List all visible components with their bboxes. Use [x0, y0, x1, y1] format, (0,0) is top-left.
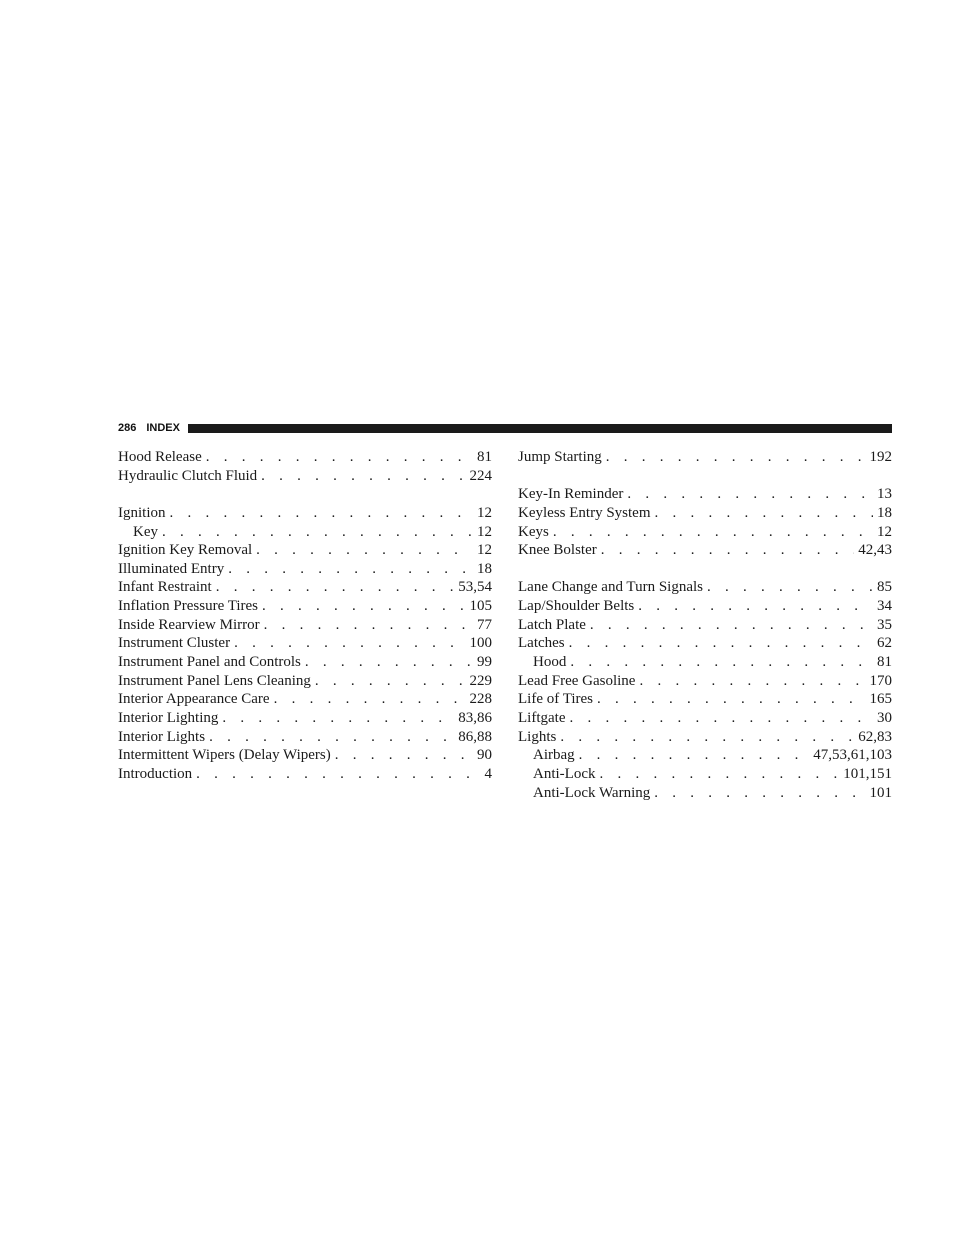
index-entry [518, 485, 892, 504]
dot-leader [597, 690, 866, 709]
index-entry [118, 709, 492, 728]
entry-page-ref: 62,83 [858, 728, 892, 745]
index-entry [118, 672, 492, 691]
entry-page-ref: 77 [477, 616, 492, 633]
index-entry [118, 504, 492, 523]
entry-label: Keys [518, 523, 549, 540]
dot-leader [569, 709, 873, 728]
dot-leader [216, 578, 455, 597]
entry-label: Instrument Panel and Controls [118, 654, 301, 671]
dot-leader [655, 504, 874, 523]
dot-leader [654, 784, 865, 803]
entry-label: Inside Rearview Mirror [118, 616, 260, 633]
page-number: 286 [118, 422, 137, 434]
index-entry [518, 728, 892, 747]
dot-leader [315, 672, 466, 691]
index-entry [518, 634, 892, 653]
page-header [118, 419, 892, 437]
index-entry [518, 690, 892, 709]
entry-page-ref: 12 [477, 523, 492, 540]
entry-page-ref: 105 [469, 598, 492, 615]
entry-label: Knee Bolster [518, 542, 597, 559]
entry-label: Instrument Cluster [118, 635, 231, 652]
entry-page-ref: 101,151 [843, 765, 892, 782]
entry-page-ref: 81 [477, 449, 492, 465]
entry-label: Jump Starting [518, 449, 602, 465]
index-column-right [518, 448, 892, 802]
dot-leader [262, 597, 466, 616]
entry-page-ref: 81 [877, 654, 892, 671]
dot-leader [305, 653, 473, 672]
index-subentry [518, 784, 892, 803]
index-column-left [118, 448, 492, 784]
entry-label: Hydraulic Clutch Fluid [118, 467, 258, 484]
index-entry [118, 467, 492, 486]
entry-label: Hood [533, 654, 567, 671]
index-entry [518, 672, 892, 691]
entry-page-ref: 165 [869, 691, 892, 708]
entry-label: Lead Free Gasoline [518, 672, 636, 689]
index-entry [118, 597, 492, 616]
index-entry [118, 560, 492, 579]
entry-label: Illuminated Entry [118, 560, 225, 577]
entry-label: Anti-Lock Warning [533, 784, 651, 801]
entry-page-ref: 86,88 [458, 728, 492, 745]
entry-label: Ignition Key Removal [118, 542, 253, 559]
entry-label: Intermittent Wipers (Delay Wipers) [118, 747, 331, 764]
entry-label: Interior Lighting [118, 709, 219, 726]
index-entry [518, 597, 892, 616]
entry-label: Ignition [118, 504, 166, 521]
entry-label: Life of Tires [518, 691, 593, 708]
entry-page-ref: 170 [869, 672, 892, 689]
index-entry [518, 523, 892, 542]
index-subentry [518, 746, 892, 765]
entry-label: Latches [518, 635, 565, 652]
index-entry [518, 578, 892, 597]
entry-page-ref: 192 [869, 449, 892, 465]
entry-page-ref: 101 [869, 784, 892, 801]
entry-label: Key-In Reminder [518, 486, 624, 503]
dot-leader [170, 504, 474, 523]
index-subentry [118, 523, 492, 542]
dot-leader [569, 634, 873, 653]
dot-leader [264, 616, 473, 635]
dot-leader [638, 597, 873, 616]
entry-page-ref: 18 [877, 504, 892, 521]
entry-page-ref: 229 [469, 672, 492, 689]
dot-leader [228, 560, 473, 579]
dot-leader [256, 541, 473, 560]
index-entry [118, 765, 492, 784]
index-spacer [518, 467, 892, 486]
index-entry [118, 541, 492, 560]
entry-page-ref: 35 [877, 616, 892, 633]
entry-label: Introduction [118, 765, 193, 782]
dot-leader [261, 467, 465, 486]
dot-leader [206, 448, 473, 467]
entry-page-ref: 13 [877, 486, 892, 503]
dot-leader [606, 448, 866, 467]
dot-leader [162, 523, 473, 542]
entry-label: Inflation Pressure Tires [118, 598, 258, 615]
entry-page-ref: 12 [877, 523, 892, 540]
entry-label: Key [133, 523, 158, 540]
index-entry [118, 728, 492, 747]
entry-label: Latch Plate [518, 616, 586, 633]
dot-leader [590, 616, 873, 635]
index-entry [118, 746, 492, 765]
entry-page-ref: 83,86 [458, 709, 492, 726]
index-entry [518, 541, 892, 560]
index-spacer [118, 485, 492, 504]
entry-label: Liftgate [518, 709, 566, 726]
entry-page-ref: 53,54 [458, 579, 492, 596]
entry-page-ref: 47,53,61,103 [813, 747, 892, 764]
dot-leader [599, 765, 839, 784]
entry-page-ref: 85 [877, 579, 892, 596]
entry-page-ref: 90 [477, 747, 492, 764]
index-entry [118, 634, 492, 653]
entry-label: Lights [518, 728, 557, 745]
entry-page-ref: 224 [469, 467, 492, 484]
index-entry [518, 504, 892, 523]
index-subentry [518, 765, 892, 784]
entry-label: Interior Appearance Care [118, 691, 270, 708]
page-title: INDEX [146, 422, 180, 434]
entry-label: Airbag [533, 747, 575, 764]
index-spacer [518, 560, 892, 579]
entry-label: Instrument Panel Lens Cleaning [118, 672, 311, 689]
entry-page-ref: 100 [469, 635, 492, 652]
index-entry [518, 616, 892, 635]
dot-leader [570, 653, 873, 672]
entry-page-ref: 99 [477, 654, 492, 671]
index-entry [118, 448, 492, 467]
entry-page-ref: 62 [877, 635, 892, 652]
dot-leader [234, 634, 465, 653]
entry-page-ref: 12 [477, 504, 492, 521]
index-entry [518, 709, 892, 728]
entry-label: Anti-Lock [533, 765, 596, 782]
index-entry [118, 616, 492, 635]
dot-leader [639, 672, 865, 691]
entry-page-ref: 4 [484, 765, 492, 782]
dot-leader [560, 728, 854, 747]
entry-label: Hood Release [118, 449, 202, 465]
entry-label: Interior Lights [118, 728, 206, 745]
entry-page-ref: 30 [877, 709, 892, 726]
dot-leader [579, 746, 810, 765]
entry-page-ref: 42,43 [858, 542, 892, 559]
entry-page-ref: 12 [477, 542, 492, 559]
dot-leader [601, 541, 855, 560]
entry-page-ref: 34 [877, 598, 892, 615]
index-entry [118, 578, 492, 597]
dot-leader [209, 728, 454, 747]
entry-label: Keyless Entry System [518, 504, 651, 521]
dot-leader [335, 746, 473, 765]
dot-leader [553, 523, 873, 542]
index-entry [518, 448, 892, 467]
header-rule [188, 424, 892, 433]
entry-label: Lane Change and Turn Signals [518, 579, 703, 596]
dot-leader [627, 485, 873, 504]
index-entry [118, 653, 492, 672]
entry-page-ref: 228 [469, 691, 492, 708]
entry-label: Lap/Shoulder Belts [518, 598, 635, 615]
index-entry [118, 690, 492, 709]
entry-page-ref: 18 [477, 560, 492, 577]
dot-leader [222, 709, 454, 728]
index-subentry [518, 653, 892, 672]
entry-label: Infant Restraint [118, 579, 212, 596]
dot-leader [707, 578, 873, 597]
dot-leader [196, 765, 480, 784]
dot-leader [274, 690, 466, 709]
